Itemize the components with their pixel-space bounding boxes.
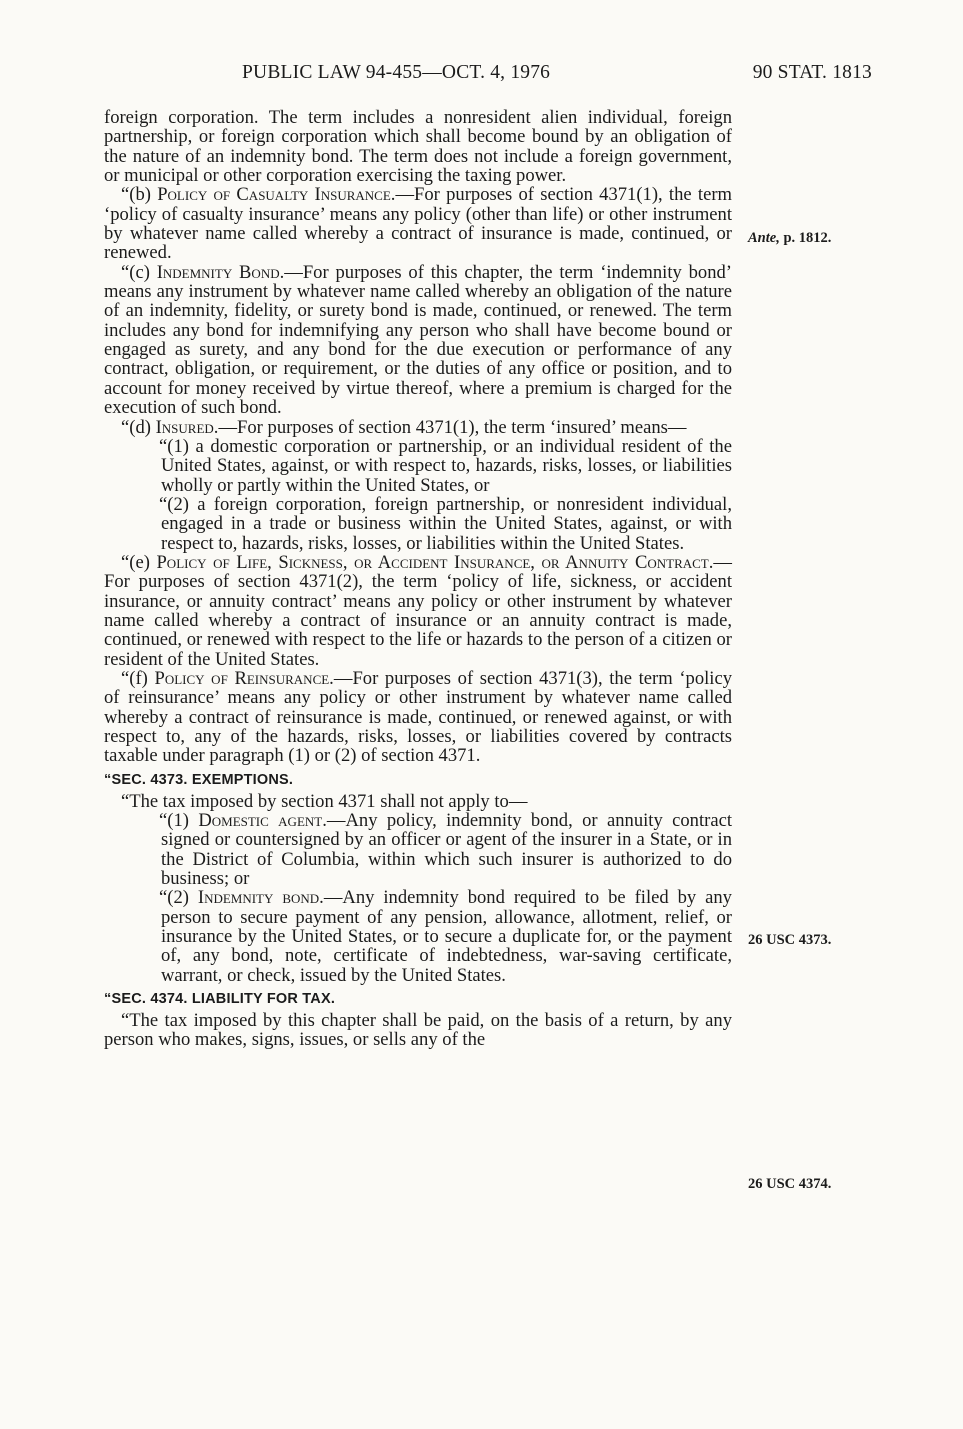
exemption-2-text: —Any indemnity bond required to be filed by any person to secure payment of any pension, allowance, allotment, relief, or insurance by the United States, or to secure a duplicate for, or the payment of, any bond, note, certificate of indebtedness, war-saving certificate, warrant, or check, issued by the United States. [161,887,732,986]
subsection-c-text: —For purposes of this chapter, the term ‘indemnity bond’ means any instrument by whatever name called whereby an obligation of the nature of an indemnity, fidelity, or surety bond is made, continued, or renewed. The term includes any bond for indemnifying any person who shall have become bound or engaged as surety, and any bond for the due execution or performance of any contract, obligation, or requirement, or the duties of any office or position, and to account for money received by virtue thereof, where a premium is charged for the execution of such bond. [104,261,732,419]
exemption-2 [104,888,732,985]
subsection-f [104,669,732,766]
exemption-1 [104,811,732,888]
subsection-e-text: —For purposes of section 4371(2), the term ‘policy of life, sickness, or accident insurance, or annuity contract’ means any policy or other instrument by whatever name called whereby a contract of insurance or an annuity contract is made, continued, or renewed with respect to the life or hazards to the person of a citizen or resident of the United States. [104,551,732,670]
exemption-1-text: —Any policy, indemnity bond, or annuity contract signed or countersigned by an officer or agent of the insurer in a State, or in the District of Columbia, within which such insurer is authorized to do business; or [161,810,732,890]
subsection-d-number: “(d) [121,416,156,438]
margin-note-usc-4373: 26 USC 4373. [748,932,832,948]
header-title: PUBLIC LAW 94-455—OCT. 4, 1976 [242,62,551,83]
paragraph-continuation: foreign corporation. The term includes a nonresident alien individual, foreign partnership, or foreign corporation which shall become bound by an obligation of the nature of an indemnity bond. The term does not include a foreign government, or municipal or other corporation exercising the taxing power. [104,107,732,187]
page-header [104,62,872,88]
subsection-d-heading: Insured. [155,416,219,438]
exemption-2-heading: Indemnity bond. [197,887,324,909]
margin-note-usc-4374: 26 USC 4374. [748,1176,832,1192]
subsection-e-number: “(e) [121,551,157,573]
exemption-1-heading: Domestic agent. [198,810,327,832]
subsection-e [104,553,732,669]
margin-note-ante-suffix: p. 1812. [779,230,832,246]
subsection-e-heading: Policy of Life, Sickness, or Accident Insurance, or Annuity Contract. [156,551,714,573]
exemption-1-number: “(1) [159,810,199,832]
paragraph-d-2: “(2) a foreign corporation, foreign partnership, or nonresident individual, engaged in a trade or business within the United States, against, or with respect to, hazards, risks, losses, or liabilities within the United States. [159,493,732,554]
subsection-d-text: —For purposes of section 4371(1), the term ‘insured’ means— [218,416,687,438]
subsection-b-text: —For purposes of section 4371(1), the term ‘policy of casualty insurance’ means any policy (other than life) or other instrument by whatever name called whereby a contract of insurance is made, continued, or renewed. [104,184,732,264]
subsection-c [104,263,732,418]
subsection-d [104,418,732,437]
subsection-b [104,185,732,262]
section-4374-heading: “SEC. 4374. LIABILITY FOR TAX. [104,991,336,1008]
section-4373-heading: “SEC. 4373. EXEMPTIONS. [104,771,294,788]
document-body [104,108,732,1050]
subsection-c-heading: Indemnity Bond. [156,261,285,283]
paragraph-d-1: “(1) a domestic corporation or partnership, or an individual resident of the United States, against, or with respect to, hazards, risks, losses, or liabilities wholly or partly within the United States, or [159,435,732,496]
subsection-b-number: “(b) [121,184,158,206]
statute-page-number: 90 STAT. 1813 [752,62,872,83]
exemptions-intro: “The tax imposed by section 4371 shall not apply to— [121,790,528,812]
exemption-2-number: “(2) [159,887,198,909]
subsection-b-heading: Policy of Casualty Insurance. [157,184,396,206]
margin-note-ante [748,230,831,247]
subsection-f-heading: Policy of Reinsurance. [154,667,334,689]
subsection-c-number: “(c) [121,261,157,283]
liability-text: “The tax imposed by this chapter shall be paid, on the basis of a return, by any person who makes, signs, issues, or sells any of the [104,1010,732,1051]
margin-note-ante-prefix: Ante, [748,230,780,246]
subsection-f-text: —For purposes of section 4371(3), the term ‘policy of reinsurance’ means any policy or other instrument by whatever name called whereby a contract of reinsurance is made, continued, or renewed against, or with respect to, any of the hazards, risks, losses, or liabilities covered by contracts taxable under paragraph (1) or (2) of section 4371. [104,667,733,767]
subsection-f-number: “(f) [121,667,155,689]
